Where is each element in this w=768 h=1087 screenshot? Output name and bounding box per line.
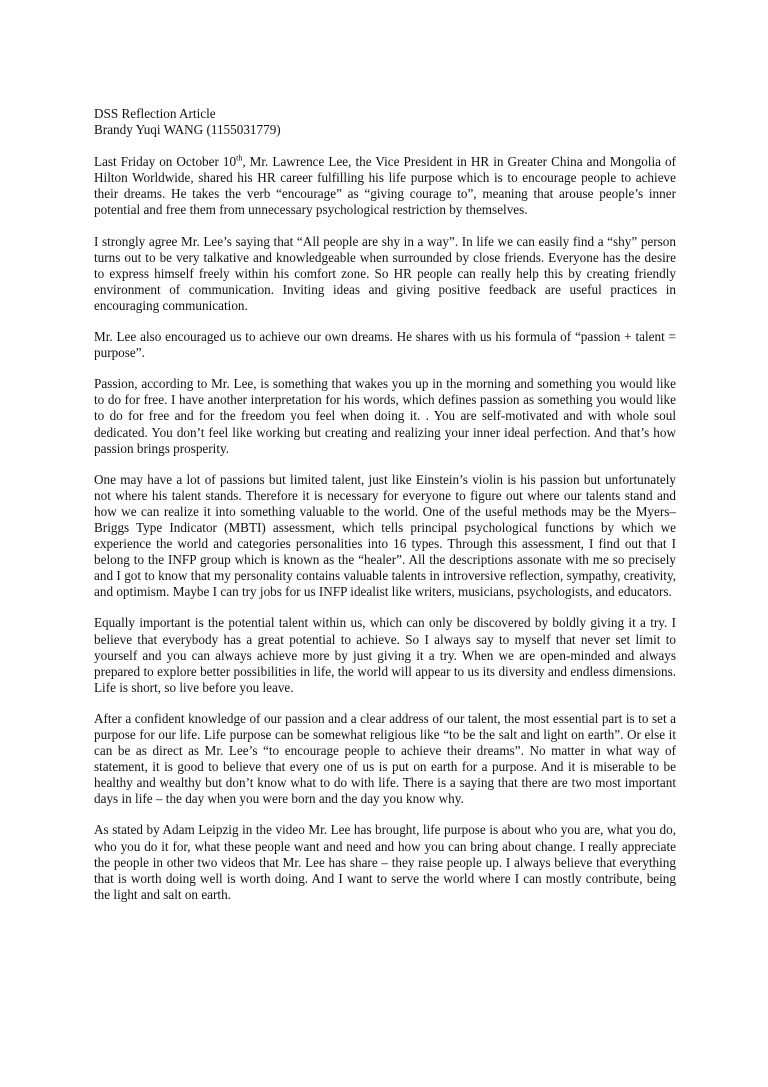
paragraph-1 [94, 154, 676, 218]
paragraph-7: After a confident knowledge of our passion and a clear address of our talent, the most essential part is to set a purpose for our life. Life purpose can be somewhat religious like “to be the salt and light on earth”. Or else it can be as direct as Mr. Lee’s “to encourage people to achieve their dreams”. No matter in what way of statement, it is good to believe that every one of us is put on earth for a purpose. And it is miserable to be healthy and wealthy but don’t know what to do with life. There is a saying that there are two most important days in life – the day when you were born and the day you know why. [94, 710, 676, 807]
paragraph-2: I strongly agree Mr. Lee’s saying that “All people are shy in a way”. In life we can easily find a “shy” person turns out to be very talkative and knowledgeable when surrounded by close friends. Everyone has the desire to express himself freely within his comfort zone. So HR people can really help this by creating friendly environment of communication. Inviting ideas and giving positive feedback are useful practices in encouraging communication. [94, 233, 676, 313]
paragraph-1-text-a: Last Friday on October 10 [94, 154, 237, 170]
paragraph-6: Equally important is the potential talent within us, which can only be discovered by boldly giving it a try. I believe that everybody has a great potential to achieve. So I always say to myself that never set limit to yourself and you can always achieve more by just giving it a try. When we are open-minded and always prepared to explore better possibilities in life, the world will appear to us its diversity and endless dimensions. Life is short, so live before you leave. [94, 615, 676, 695]
paragraph-8: As stated by Adam Leipzig in the video Mr. Lee has brought, life purpose is about who you are, what you do, who you do it for, what these people want and need and how you can bring about change. I really appreciate the people in other two videos that Mr. Lee has share – they raise people up. I always believe that everything that is worth doing well is worth doing. And I want to serve the world where I can mostly contribute, being the light and salt on earth. [94, 822, 676, 902]
author-line: Brandy Yuqi WANG (1155031779) [94, 122, 281, 138]
paragraph-3: Mr. Lee also encouraged us to achieve our own dreams. He shares with us his formula of “passion + talent = purpose”. [94, 329, 676, 361]
paragraph-5: One may have a lot of passions but limited talent, just like Einstein’s violin is his passion but unfortunately not where his talent stands. Therefore it is necessary for everyone to figure out where our talents stand and how we can realize it into something valuable to the world. One of the useful methods may be the Myers–Briggs Type Indicator (MBTI) assessment, which tells principal psychological functions by which we experience the world and categories personalities into 16 types. Through this assessment, I find out that I belong to the INFP group which is known as the “healer”. All the descriptions assonate with me so precisely and I got to know that my personality contains valuable talents in introversive reflection, sympathy, creativity, and optimism. Maybe I can try jobs for us INFP idealist like writers, musicians, psychologists, and educators. [94, 471, 676, 600]
document-title: DSS Reflection Article [94, 106, 216, 121]
paragraph-1-text-b: , Mr. Lawrence Lee, the Vice President in HR in Greater China and Mongolia of Hilton Worldwide, shared his HR career fulfilling his life purpose which is to encourage people to achieve their dreams. He takes the verb “encourage” as “giving courage to”, meaning that arouse people’s inner potential and free them from unnecessary psychological restriction by themselves. [94, 154, 677, 218]
paragraph-4: Passion, according to Mr. Lee, is something that wakes you up in the morning and something you would like to do for free. I have another interpretation for his words, which defines passion as something you would like to do for free and for the freedom you feel when doing it. . You are self-motivated and with whole soul dedicated. You don’t feel like working but creating and realizing your inner ideal perfection. And that’s how passion brings prosperity. [94, 376, 676, 456]
ordinal-suffix: th [236, 153, 243, 163]
document-header [94, 106, 676, 138]
document-page [94, 106, 676, 918]
